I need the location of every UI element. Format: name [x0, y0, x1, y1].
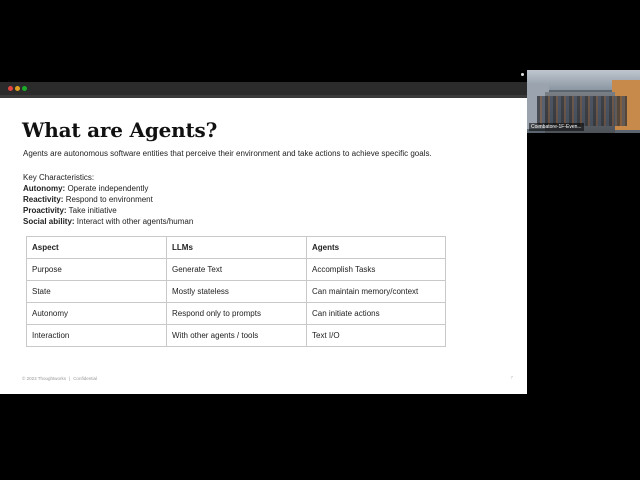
- table-cell: Mostly stateless: [167, 281, 307, 303]
- page-number: 7: [510, 375, 513, 380]
- characteristic-item: Proactivity: Take initiative: [23, 206, 117, 215]
- confidential-text: Confidential: [73, 376, 97, 381]
- table-cell: Accomplish Tasks: [307, 259, 446, 281]
- table-cell: Respond only to prompts: [167, 303, 307, 325]
- table-cell: Text I/O: [307, 325, 446, 347]
- characteristics-heading: Key Characteristics:: [23, 173, 95, 182]
- characteristic-item: Reactivity: Respond to environment: [23, 195, 153, 204]
- maximize-dot-icon: [22, 86, 27, 91]
- shared-window-titlebar: [0, 82, 527, 95]
- table-row: [27, 303, 446, 325]
- table-cell: With other agents / tools: [167, 325, 307, 347]
- table-header: Agents: [307, 237, 446, 259]
- characteristic-item: Social ability: Interact with other agents/human: [23, 217, 194, 226]
- table-cell: Can initiate actions: [307, 303, 446, 325]
- table-cell: Can maintain memory/context: [307, 281, 446, 303]
- table-row: [27, 281, 446, 303]
- key-characteristics: [23, 172, 193, 227]
- table-cell: Autonomy: [27, 303, 167, 325]
- table-header-row: [27, 237, 446, 259]
- participant-name-label: Coimbatore-1F-Even...: [531, 124, 582, 130]
- table-cell: State: [27, 281, 167, 303]
- mic-indicator-icon: [521, 73, 524, 76]
- table-row: [27, 325, 446, 347]
- copyright-text: © 2023 Thoughtworks: [22, 376, 67, 381]
- table-cell: Purpose: [27, 259, 167, 281]
- comparison-table: [26, 236, 446, 347]
- presentation-slide: [0, 98, 527, 394]
- footer-separator: |: [69, 376, 71, 381]
- table-header: Aspect: [27, 237, 167, 259]
- close-dot-icon: [8, 86, 13, 91]
- slide-title: What are Agents?: [22, 118, 218, 142]
- table-cell: Interaction: [27, 325, 167, 347]
- slide-intro: Agents are autonomous software entities that perceive their environment and take actions to achieve specific goals.: [23, 149, 432, 158]
- participant-video-tile[interactable]: [527, 70, 640, 133]
- slide-footer: [22, 376, 97, 381]
- table-cell: Generate Text: [167, 259, 307, 281]
- table-header: LLMs: [167, 237, 307, 259]
- table-row: [27, 259, 446, 281]
- minimize-dot-icon: [15, 86, 20, 91]
- characteristic-item: Autonomy: Operate independently: [23, 184, 149, 193]
